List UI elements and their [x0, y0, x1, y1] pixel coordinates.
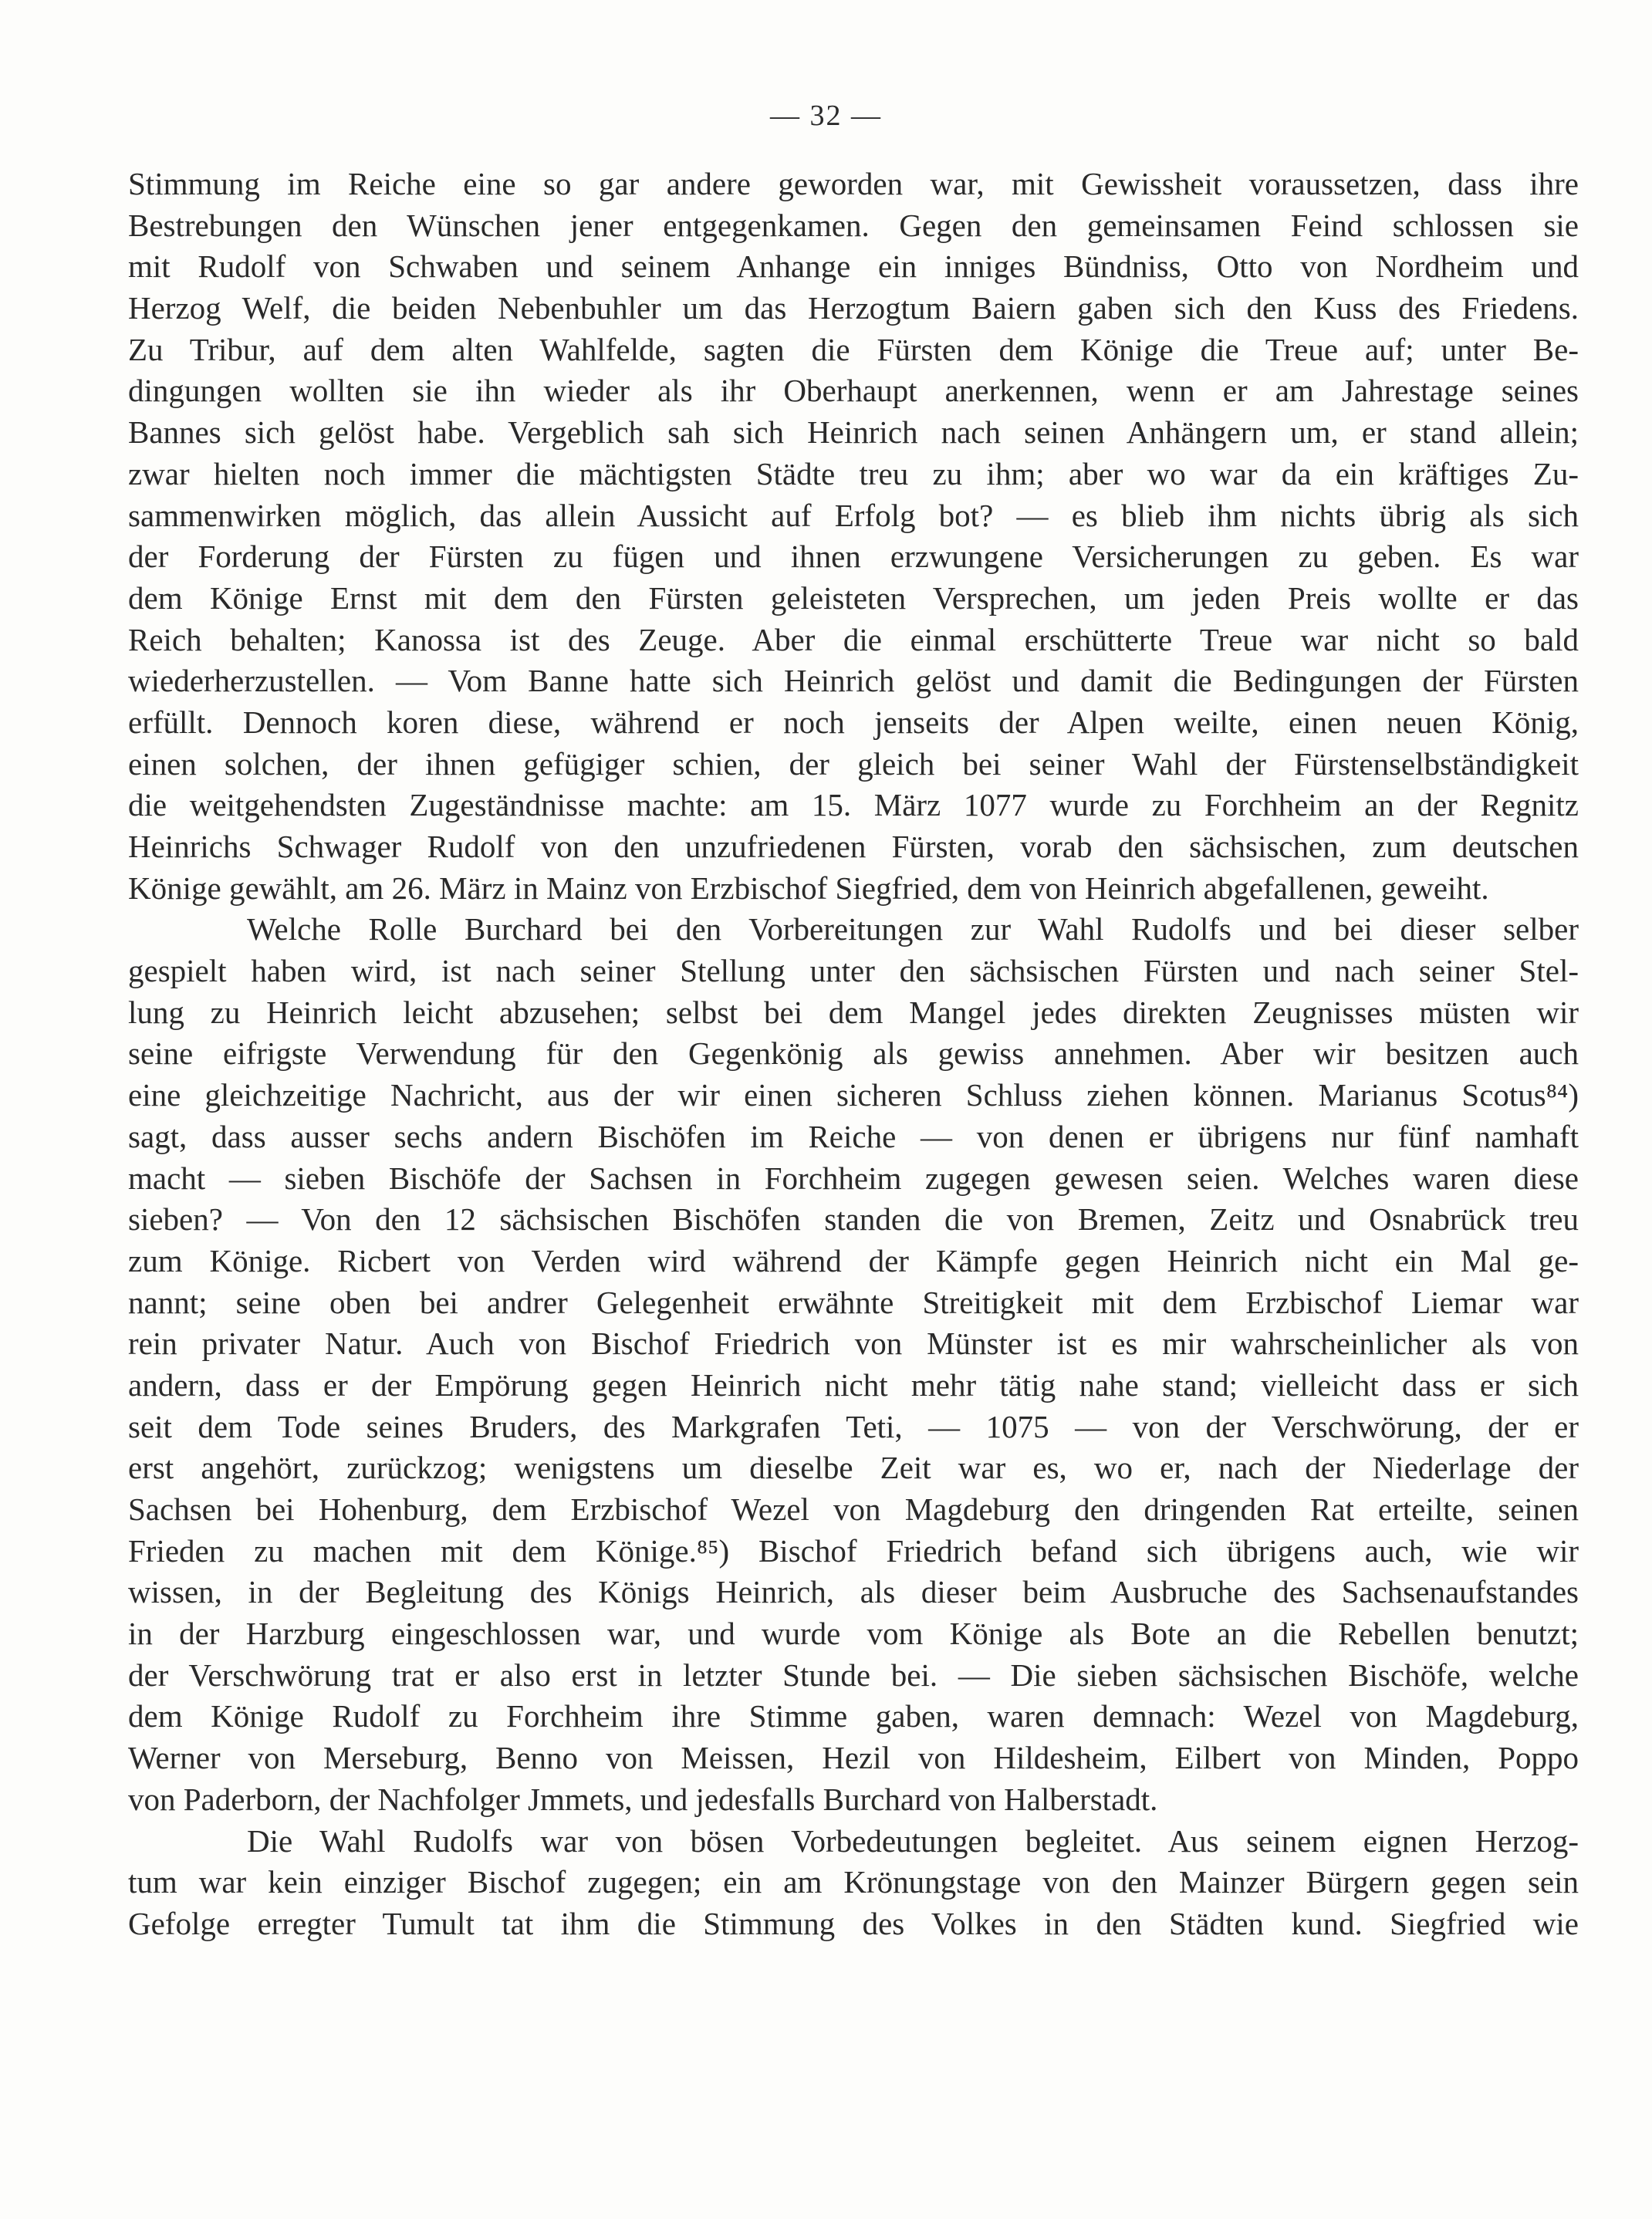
text-line: Gefolge erregter Tumult tat ihm die Stimmung des Volkes in den Städten kund. Siegfried wie — [128, 1905, 1579, 1941]
text-line: Sachsen bei Hohenburg, dem Erzbischof Wezel von Magdeburg den dringenden Rat erteilte, seinen — [128, 1491, 1579, 1527]
text-line: tum war kein einziger Bischof zugegen; ein am Krönungstage von den Mainzer Bürgern gegen sein — [128, 1864, 1579, 1900]
text-line: dem Könige Rudolf zu Forchheim ihre Stimme gaben, waren demnach: Wezel von Magdeburg, — [128, 1698, 1579, 1734]
text-line: rein privater Natur. Auch von Bischof Friedrich von Münster ist es mir wahrscheinlicher als von — [128, 1326, 1579, 1362]
text-line: Stimmung im Reiche eine so gar andere geworden war, mit Gewissheit voraussetzen, dass ihre — [128, 166, 1579, 201]
text-line: einen solchen, der ihnen gefügiger schien, der gleich bei seiner Wahl der Fürstenselbständigkeit — [128, 745, 1579, 782]
text-line: andern, dass er der Empörung gegen Heinrich nicht mehr tätig nahe stand; vielleicht dass er sich — [128, 1366, 1579, 1403]
text-line: mit Rudolf von Schwaben und seinem Anhange ein inniges Bündniss, Otto von Nordheim und — [128, 248, 1579, 285]
text-line: der Forderung der Fürsten zu fügen und ihnen erzwungene Versicherungen zu geben. Es war — [128, 539, 1579, 575]
text-line: in der Harzburg eingeschlossen war, und wurde vom Könige als Bote an die Rebellen benutzt; — [128, 1616, 1579, 1652]
text-line: seit dem Tode seines Bruders, des Markgrafen Teti, — 1075 — von der Verschwörung, der er — [128, 1408, 1579, 1444]
text-line: eine gleichzeitige Nachricht, aus der wir einen sicheren Schluss ziehen können. Marianus Scotus⁸⁴) — [128, 1077, 1579, 1113]
text-line: macht — sieben Bischöfe der Sachsen in Forchheim zugegen gewesen seien. Welches waren diese — [128, 1160, 1579, 1196]
text-line: lung zu Heinrich leicht abzusehen; selbst bei dem Mangel jedes direkten Zeugnisses müsten wir — [128, 994, 1579, 1030]
text-line: sammenwirken möglich, das allein Aussicht auf Erfolg bot? — es blieb ihm nichts übrig als sich — [128, 497, 1579, 533]
text-line: zwar hielten noch immer die mächtigsten Städte treu zu ihm; aber wo war da ein kräftiges Zu- — [128, 455, 1579, 491]
text-line: gespielt haben wird, ist nach seiner Stellung unter den sächsischen Fürsten und nach seiner Stel- — [128, 953, 1579, 989]
text-line: Herzog Welf, die beiden Nebenbuhler um das Herzogtum Baiern gaben sich den Kuss des Friedens. — [128, 290, 1579, 326]
text-line: Werner von Merseburg, Benno von Meissen, Hezil von Hildesheim, Eilbert von Minden, Poppo — [128, 1740, 1579, 1776]
text-line: Bestrebungen den Wünschen jener entgegenkamen. Gegen den gemeinsamen Feind schlossen sie — [128, 207, 1579, 243]
text-line: erfüllt. Dennoch koren diese, während er noch jenseits der Alpen weilte, einen neuen König, — [128, 704, 1579, 740]
text-line: nannt; seine oben bei andrer Gelegenheit erwähnte Streitigkeit mit dem Erzbischof Liemar war — [128, 1284, 1579, 1320]
text-line: die weitgehendsten Zugeständnisse machte: am 15. März 1077 wurde zu Forchheim an der Regnitz — [128, 787, 1579, 823]
text-line: dem Könige Ernst mit dem den Fürsten geleisteten Versprechen, um jeden Preis wollte er das — [128, 579, 1579, 616]
text-line: Könige gewählt, am 26. März in Mainz von Erzbischof Siegfried, dem von Heinrich abgefallenen, geweiht. — [128, 870, 1489, 906]
text-line: dingungen wollten sie ihn wieder als ihr Oberhaupt anerkennen, wenn er am Jahrestage seines — [128, 373, 1579, 409]
text-line: von Paderborn, der Nachfolger Jmmets, und jedesfalls Burchard von Halberstadt. — [128, 1781, 1158, 1817]
text-line: der Verschwörung trat er also erst in letzter Stunde bei. — Die sieben sächsischen Bischöfe, welche — [128, 1657, 1579, 1693]
text-line: Bannes sich gelöst habe. Vergeblich sah sich Heinrich nach seinen Anhängern um, er stand allein; — [128, 414, 1579, 451]
text-line: Die Wahl Rudolfs war von bösen Vorbedeutungen begleitet. Aus seinem eignen Herzog- — [247, 1822, 1579, 1859]
text-line: Welche Rolle Burchard bei den Vorbereitungen zur Wahl Rudolfs und bei dieser selber — [247, 911, 1579, 947]
text-line: Frieden zu machen mit dem Könige.⁸⁵) Bischof Friedrich befand sich übrigens auch, wie wir — [128, 1532, 1579, 1569]
text-line: sagt, dass ausser sechs andern Bischöfen im Reiche — von denen er übrigens nur fünf namhaft — [128, 1118, 1579, 1154]
text-line: zum Könige. Ricbert von Verden wird während der Kämpfe gegen Heinrich nicht ein Mal ge- — [128, 1242, 1579, 1278]
text-line: Reich behalten; Kanossa ist des Zeuge. Aber die einmal erschütterte Treue war nicht so bald — [128, 621, 1579, 657]
text-line: erst angehört, zurückzog; wenigstens um dieselbe Zeit war es, wo er, nach der Niederlage der — [128, 1450, 1579, 1486]
text-line: Heinrichs Schwager Rudolf von den unzufriedenen Fürsten, vorab den sächsischen, zum deutschen — [128, 829, 1579, 864]
text-line: sieben? — Von den 12 sächsischen Bischöfen standen die von Bremen, Zeitz und Osnabrück treu — [128, 1201, 1579, 1238]
text-line: wiederherzustellen. — Vom Banne hatte sich Heinrich gelöst und damit die Bedingungen der Fürsten — [128, 663, 1579, 699]
text-line: wissen, in der Begleitung des Königs Heinrich, als dieser beim Ausbruche des Sachsenaufstandes — [128, 1574, 1579, 1610]
text-line: Zu Tribur, auf dem alten Wahlfelde, sagten die Fürsten dem Könige die Treue auf; unter Be- — [128, 331, 1579, 367]
page-number: — 32 — — [770, 100, 882, 132]
body-text — [128, 164, 1579, 1945]
text-line: seine eifrigste Verwendung für den Gegenkönig als gewiss annehmen. Aber wir besitzen auch — [128, 1035, 1579, 1072]
